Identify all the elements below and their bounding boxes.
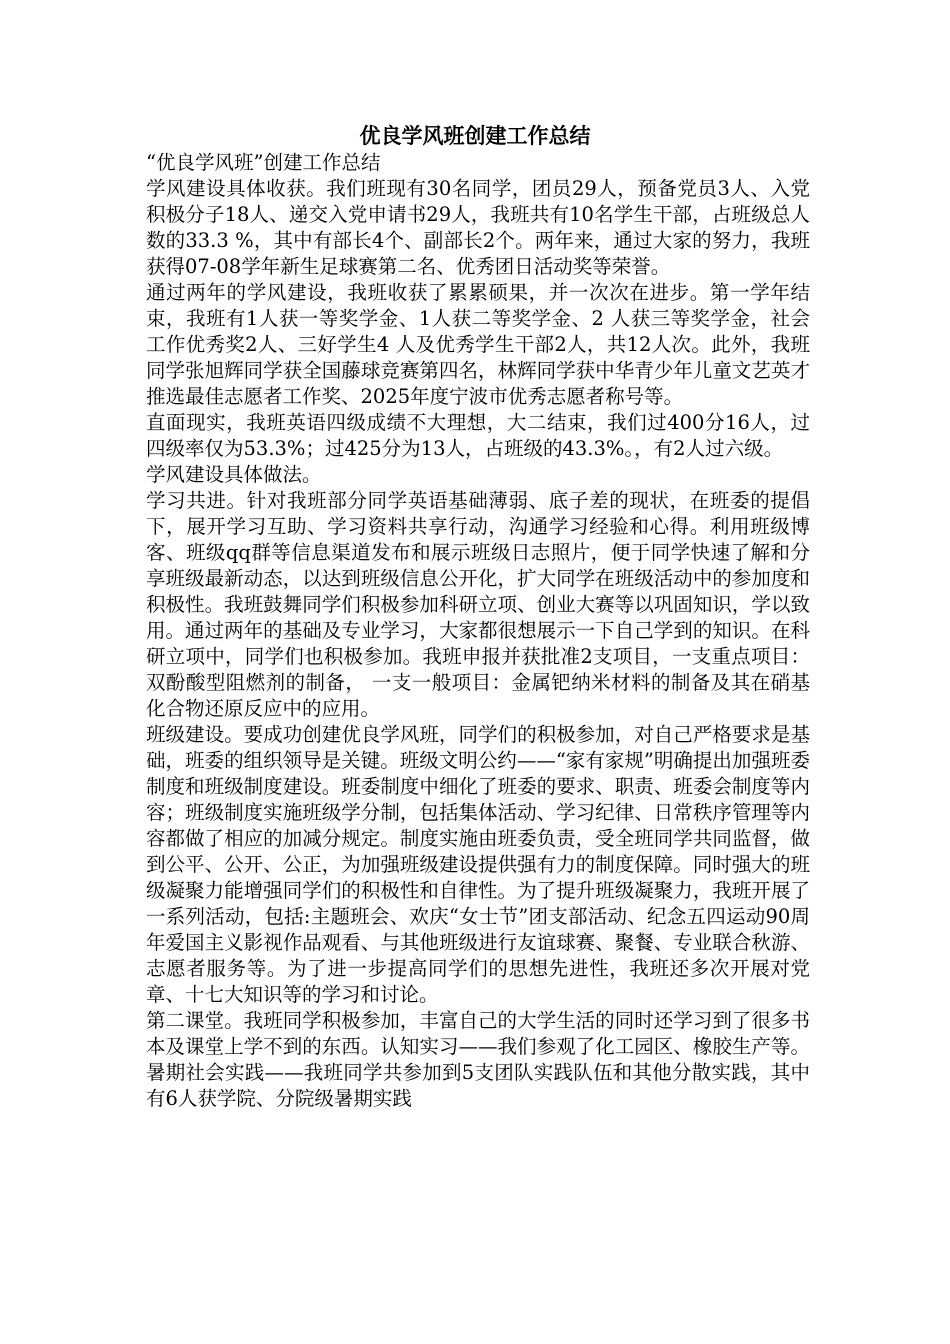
document-body xyxy=(146,150,810,1112)
document-title: 优良学风班创建工作总结 xyxy=(359,124,591,148)
paragraph-second-classroom: 第二课堂。我班同学积极参加，丰富自己的大学生活的同时还学习到了很多书本及课堂上学不到的东西。认知实习——我们参观了化工园区、橡胶生产等。暑期社会实践——我班同学共参加到5支团队实践队伍和其他分散实践，其中有6人获学院、分院级暑期实践 xyxy=(146,1009,810,1110)
paragraph-study-together: 学习共进。针对我班部分同学英语基础薄弱、底子差的现状，在班委的提倡下，展开学习互助、学习资料共享行动，沟通学习经验和心得。利用班级博客、班级qq群等信息渠道发布和展示班级日志照片，便于同学快速了解和分享班级最新动态，以达到班级信息公开化，扩大同学在班级活动中的参加度和积极性。我班鼓舞同学们积极参加科研立项、创业大赛等以巩固知识，学以致用。通过两年的基础及专业学习，大家都很想展示一下自己学到的知识。在科研立项中，同学们也积极参加。我班申报并获批准2支项目，一支重点项目：双酚酸型阻燃剂的制备， 一支一般项目：金属钯纳米材料的制备及其在硝基化合物还原反应中的应用。 xyxy=(146,489,810,720)
paragraph-achievements: 学风建设具体收获。我们班现有30名同学，团员29人，预备党员3人、入党积极分子18人、递交入党申请书29人，我班共有10名学生干部，占班级总人数的33.3 %，其中有部长4个、副部长2个。两年来，通过大家的努力，我班获得07-08学年新生足球赛第二名、优秀团日活动奖等荣誉。 xyxy=(146,177,810,278)
paragraph-class-building: 班级建设。要成功创建优良学风班，同学们的积极参加，对自己严格要求是基础，班委的组织领导是关键。班级文明公约——“家有家规”明确提出加强班委制度和班级制度建设。班委制度中细化了班委的要求、职责、班委会制度等内容；班级制度实施班级学分制，包括集体活动、学习纪律、日常秩序管理等内容都做了相应的加减分规定。制度实施由班委负责，受全班同学共同监督，做到公平、公开、公正，为加强班级建设提供强有力的制度保障。同时强大的班级凝聚力能增强同学们的积极性和自律性。为了提升班级凝聚力，我班开展了一系列活动，包括:主题班会、欢庆“女士节”团支部活动、纪念五四运动90周年爱国主义影视作品观看、与其他班级进行友谊球赛、聚餐、专业联合秋游、志愿者服务等。为了进一步提高同学们的思想先进性，我班还多次开展对党章、十七大知识等的学习和讨论。 xyxy=(146,723,810,1006)
paragraph-subtitle: “优良学风班”创建工作总结 xyxy=(146,151,381,174)
paragraph-methods-heading: 学风建设具体做法。 xyxy=(146,463,322,486)
paragraph-english-exam: 直面现实，我班英语四级成绩不大理想，大二结束，我们过400分16人，过四级率仅为53.3%；过425分为13人，占班级的43.3%。，有2人过六级。 xyxy=(146,411,810,460)
paragraph-results: 通过两年的学风建设，我班收获了累累硕果，并一次次在进步。第一学年结束，我班有1人获一等奖学金、1人获二等奖学金、2 人获三等奖学金，社会工作优秀奖2人、三好学生4 人及优秀学生干部2人，共12人次。此外，我班同学张旭辉同学获全国藤球竞赛第四名，林辉同学获中华青少年儿童文艺英才推选最佳志愿者工作奖、2025年度宁波市优秀志愿者称号等。 xyxy=(146,281,810,408)
